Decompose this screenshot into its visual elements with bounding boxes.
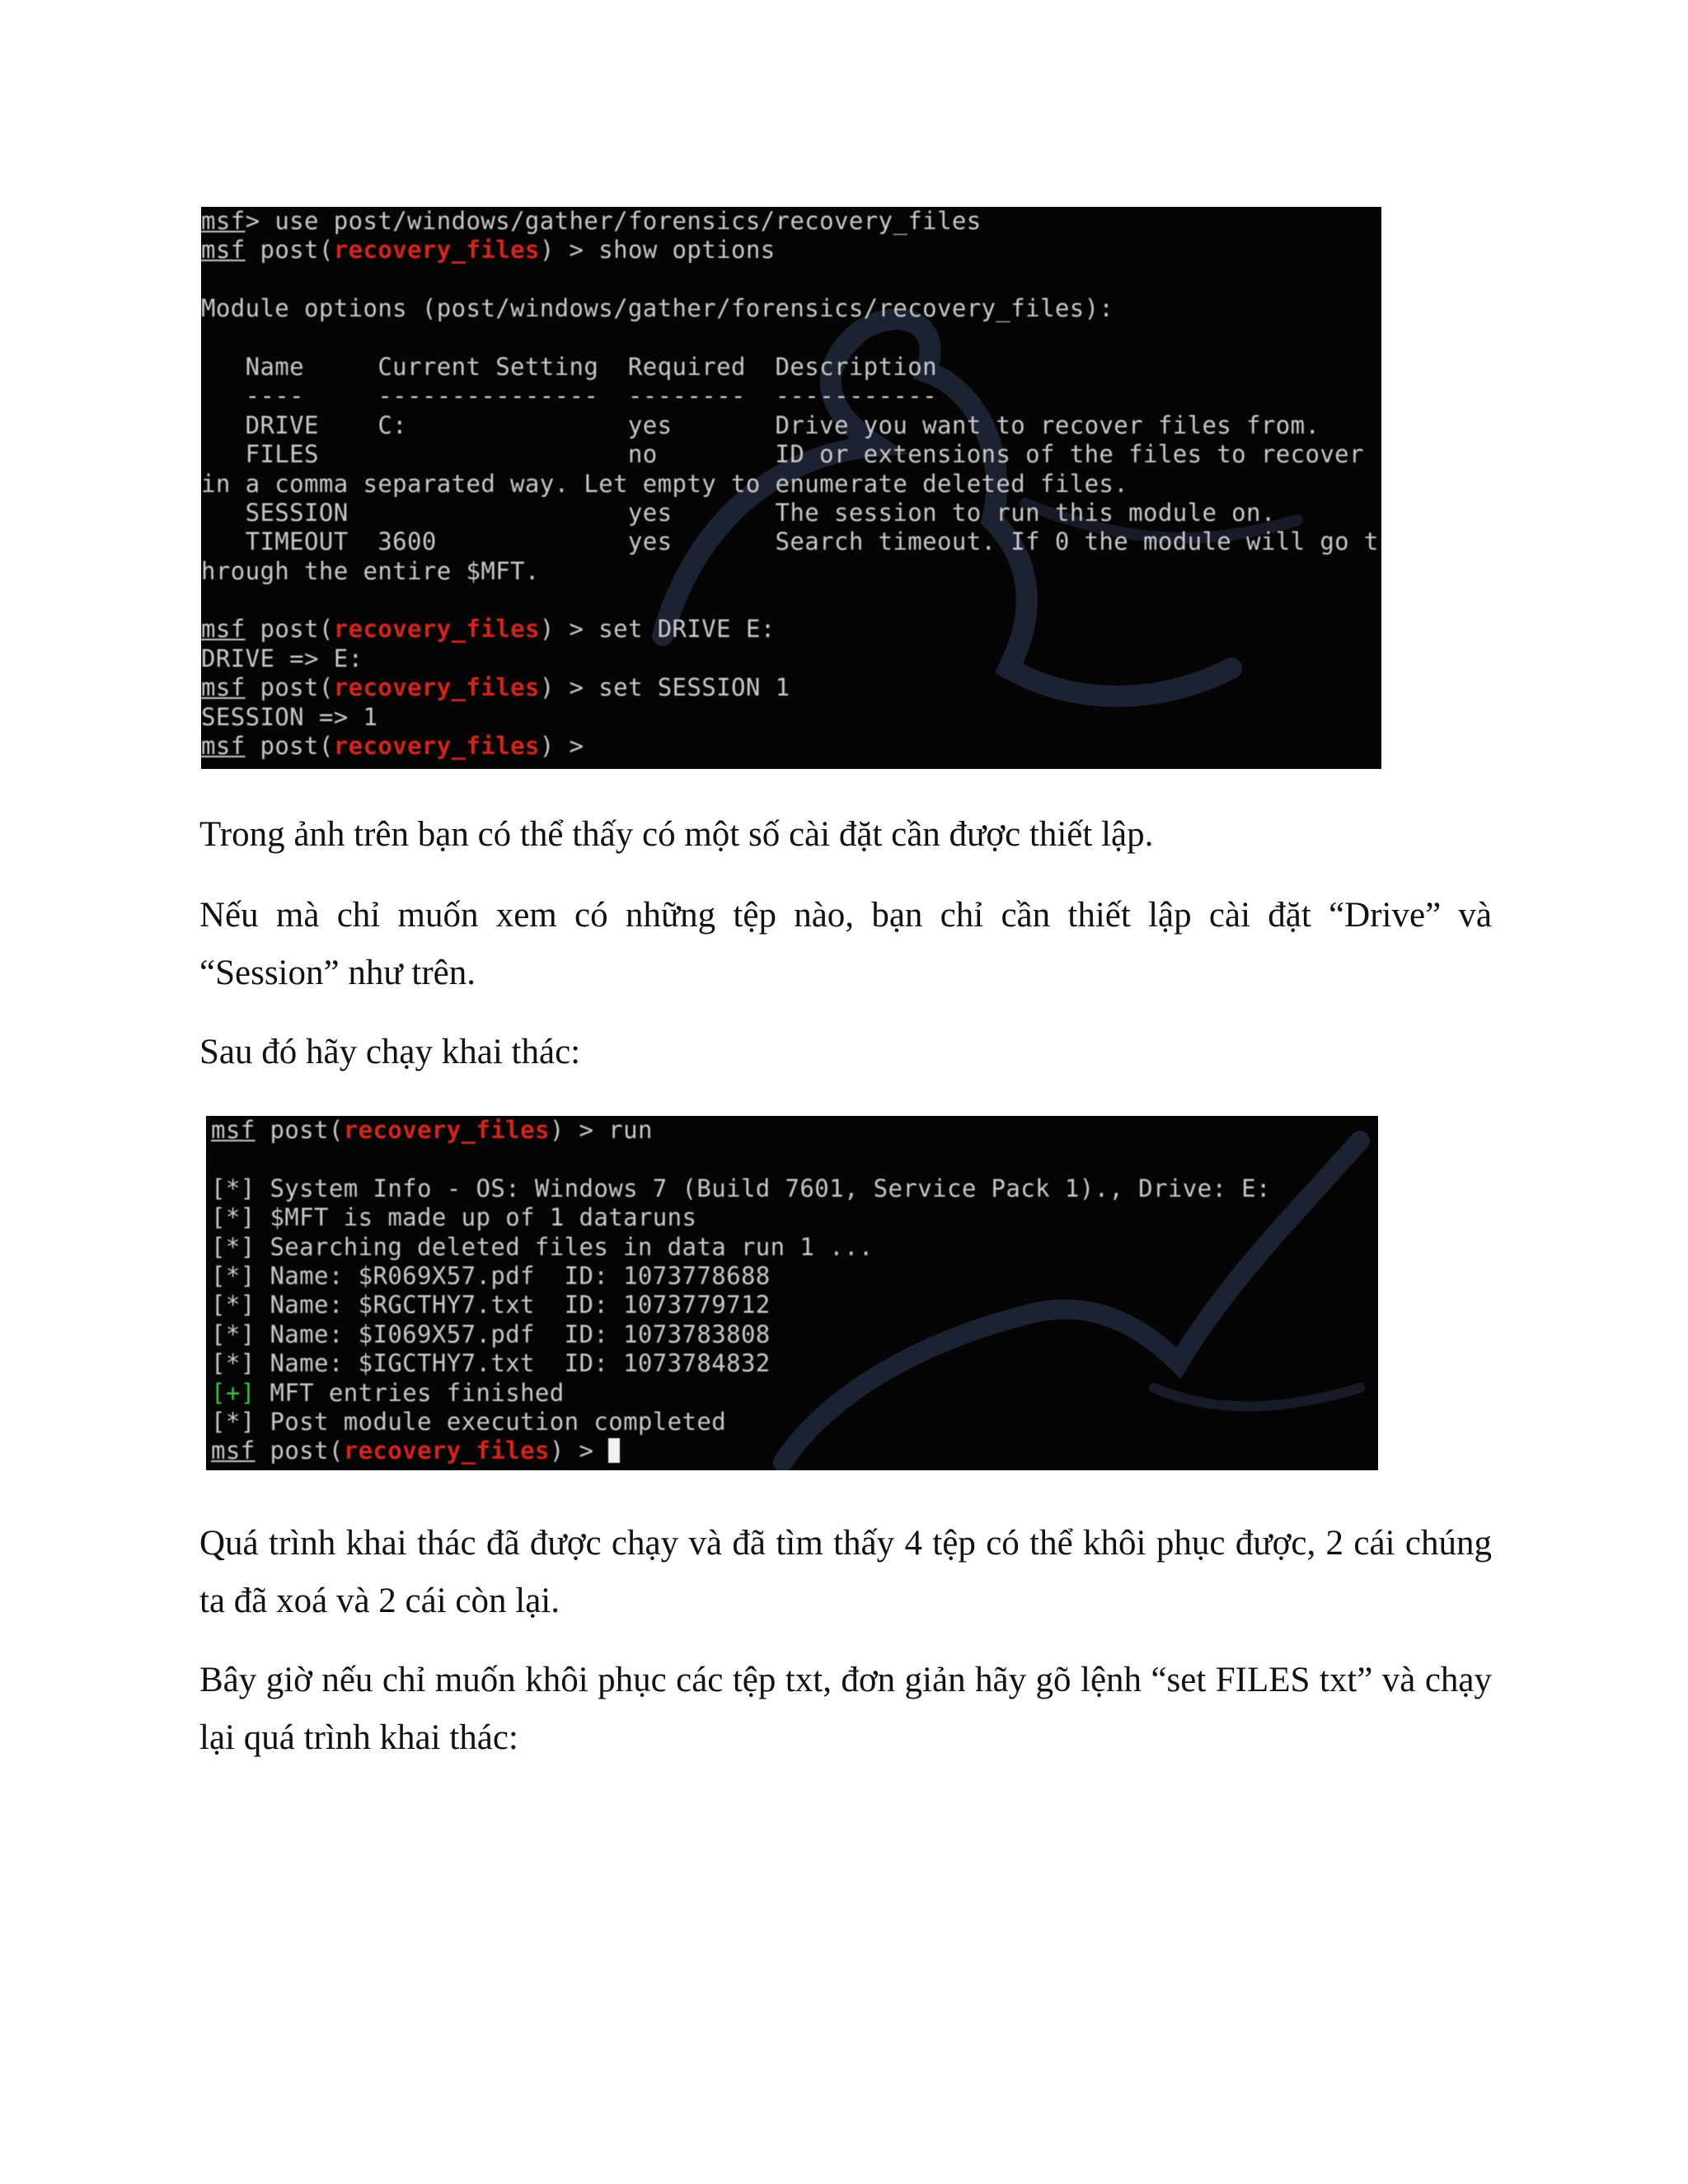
terminal-text: [*] Name: $I069X57.pdf ID: 1073783808 <box>211 1319 771 1348</box>
terminal-text: TIMEOUT 3600 yes Search timeout. If 0 the module will go t <box>201 527 1379 556</box>
terminal-screenshot-run <box>206 1116 1378 1470</box>
terminal-line <box>211 1408 1378 1436</box>
terminal-text: [*] Post module execution completed <box>211 1407 727 1436</box>
terminal-text: FILES no ID or extensions of the files to recover <box>201 440 1364 469</box>
paragraph: Trong ảnh trên bạn có thể thấy có một số cài đặt cần được thiết lập. <box>199 815 1154 854</box>
terminal-text: [*] Searching deleted files in data run 1 ... <box>211 1232 874 1261</box>
terminal-line <box>201 265 1381 294</box>
terminal-line <box>201 499 1381 527</box>
terminal-line <box>201 353 1381 382</box>
terminal-text: ) > set DRIVE E: <box>539 615 776 644</box>
terminal-line <box>211 1174 1378 1203</box>
terminal-text: [*] System Info - OS: Windows 7 (Build 7601, Service Pack 1)., Drive: E: <box>211 1174 1271 1202</box>
terminal-text: ) > set SESSION 1 <box>539 673 790 702</box>
terminal-text: msf <box>211 1116 256 1144</box>
terminal-line <box>201 644 1381 673</box>
terminal-text: [*] Name: $IGCTHY7.txt ID: 1073784832 <box>211 1349 771 1378</box>
paragraph: Quá trình khai thác đã được chạy và đã tìm thấy 4 tệp có thể khôi phục được, 2 cái chúng ta đã xoá và 2 cái còn lại. <box>199 1524 1492 1620</box>
terminal-line <box>211 1262 1378 1291</box>
terminal-text: msf <box>201 207 246 235</box>
terminal-line <box>201 673 1381 702</box>
terminal-text: Name Current Setting Required Description <box>201 352 937 381</box>
terminal-text: [*] Name: $RGCTHY7.txt ID: 1073779712 <box>211 1291 771 1319</box>
terminal-text: post( <box>245 673 334 702</box>
paragraph: Sau đó hãy chạy khai thác: <box>199 1033 581 1071</box>
terminal-text: [*] Name: $R069X57.pdf ID: 1073778688 <box>211 1261 771 1290</box>
terminal-line <box>201 703 1381 732</box>
terminal-text: SESSION => 1 <box>201 702 378 731</box>
terminal-text: post( <box>245 732 334 761</box>
terminal-text: DRIVE => E: <box>201 644 363 673</box>
terminal-text: SESSION yes The session to run this module on. <box>201 498 1276 527</box>
terminal-line <box>211 1320 1378 1349</box>
cursor-block <box>608 1438 620 1463</box>
terminal-text: post( <box>245 615 334 644</box>
terminal-text: [+] <box>211 1378 256 1407</box>
terminal-text: DRIVE C: yes Drive you want to recover files from. <box>201 410 1320 439</box>
terminal-line <box>211 1379 1378 1408</box>
terminal-line <box>201 527 1381 556</box>
terminal-text: > use post/windows/gather/forensics/recovery_files <box>245 207 982 235</box>
terminal-text: recovery_files <box>333 673 540 702</box>
terminal-line <box>201 470 1381 499</box>
terminal-line <box>201 440 1381 469</box>
terminal-line <box>211 1116 1378 1145</box>
terminal-output <box>211 1116 1378 1466</box>
terminal-text: recovery_files <box>333 236 540 265</box>
terminal-text: hrough the entire $MFT. <box>201 556 540 585</box>
terminal-line <box>211 1203 1378 1232</box>
terminal-line <box>201 586 1381 615</box>
terminal-text: ) > show options <box>539 236 776 265</box>
terminal-line <box>201 382 1381 410</box>
terminal-line <box>211 1145 1378 1174</box>
terminal-text: post( <box>255 1116 344 1144</box>
terminal-line <box>201 294 1381 323</box>
terminal-text: msf <box>201 615 246 644</box>
terminal-text: post( <box>255 1436 344 1465</box>
terminal-text: ---- --------------- -------- ----------- <box>201 382 937 410</box>
terminal-text: msf <box>201 732 246 761</box>
terminal-text: ) > run <box>549 1116 653 1144</box>
terminal-screenshot-show-options <box>201 207 1381 769</box>
terminal-line <box>211 1233 1378 1262</box>
terminal-text: msf <box>201 236 246 265</box>
terminal-line <box>211 1349 1378 1378</box>
terminal-line <box>201 324 1381 353</box>
terminal-text: [*] $MFT is made up of 1 dataruns <box>211 1203 697 1232</box>
terminal-line <box>201 207 1381 236</box>
terminal-line <box>201 236 1381 265</box>
terminal-text: post( <box>245 236 334 265</box>
terminal-line <box>201 411 1381 440</box>
terminal-text: Module options (post/windows/gather/forensics/recovery_files): <box>201 294 1114 323</box>
terminal-text: recovery_files <box>343 1436 550 1465</box>
terminal-text: recovery_files <box>333 732 540 761</box>
terminal-text: recovery_files <box>333 615 540 644</box>
terminal-text: recovery_files <box>343 1116 550 1144</box>
terminal-text: in a comma separated way. Let empty to enumerate deleted files. <box>201 469 1129 498</box>
terminal-line <box>201 732 1381 761</box>
paragraph: Bây giờ nếu chỉ muốn khôi phục các tệp txt, đơn giản hãy gõ lệnh “set FILES txt” và chạy lại quá trình khai thác: <box>199 1661 1492 1757</box>
terminal-output <box>201 207 1381 761</box>
terminal-line <box>211 1436 1378 1465</box>
terminal-line <box>201 615 1381 644</box>
terminal-text: ) > <box>549 1436 609 1465</box>
paragraph: Nếu mà chỉ muốn xem có những tệp nào, bạn chỉ cần thiết lập cài đặt “Drive” và “Session” như trên. <box>199 896 1492 992</box>
terminal-line <box>211 1291 1378 1319</box>
terminal-text: MFT entries finished <box>255 1378 565 1407</box>
terminal-text: msf <box>201 673 246 702</box>
terminal-line <box>201 557 1381 586</box>
terminal-text: ) > <box>539 732 584 761</box>
terminal-text: msf <box>211 1436 256 1465</box>
